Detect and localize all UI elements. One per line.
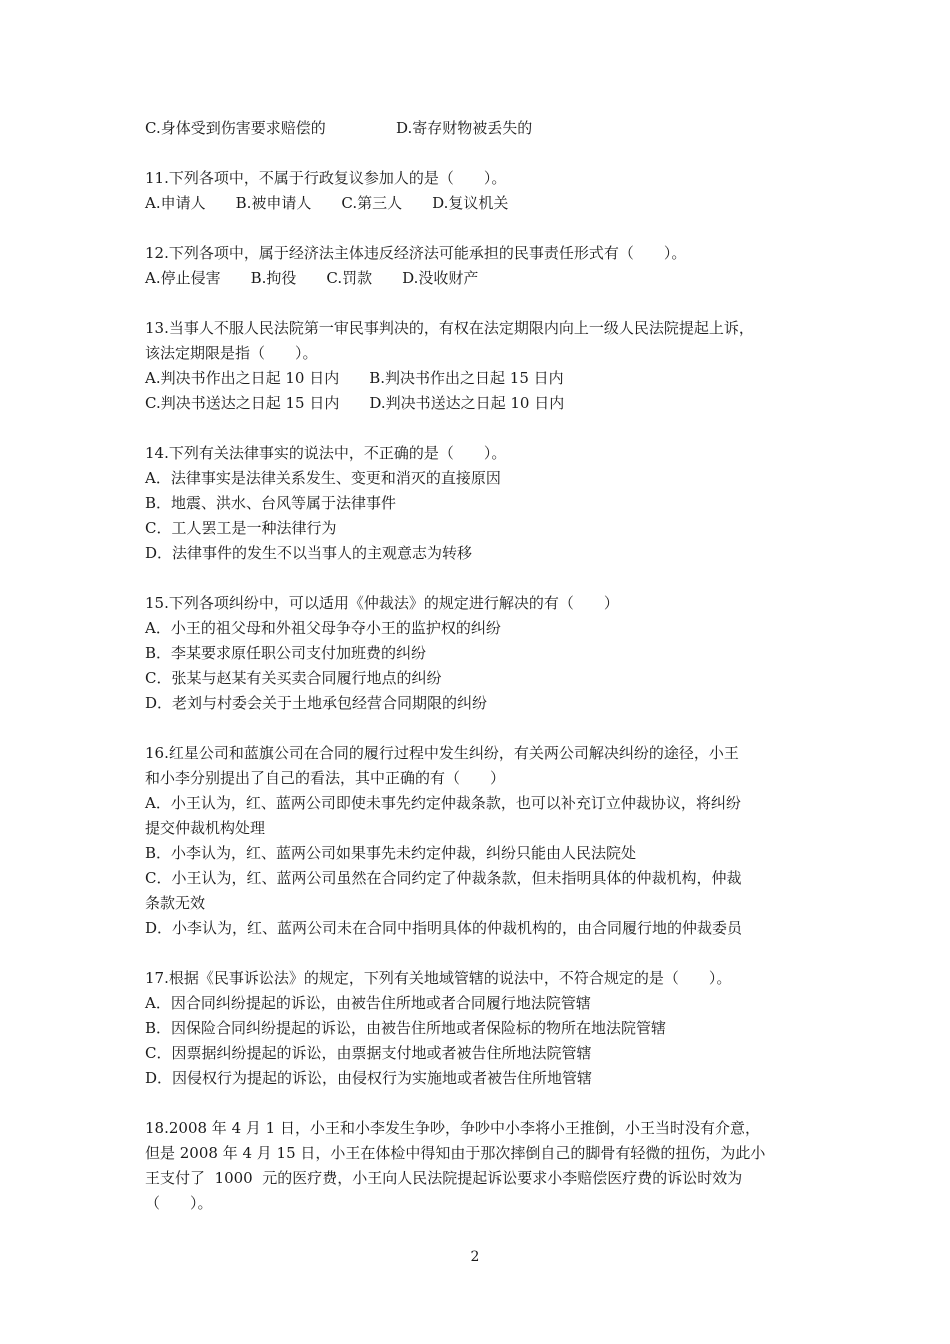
q16-option-a-line2: 提交仲裁机构处理 — [145, 819, 266, 837]
q15-option-c: C．张某与赵某有关买卖合同履行地点的纠纷 — [145, 669, 442, 687]
q16-stem-line1: 16.红星公司和蓝旗公司在合同的履行过程中发生纠纷，有关两公司解决纠纷的途径，小王 — [145, 744, 739, 762]
q18-line4: （ ）。 — [145, 1194, 213, 1212]
q17-option-b: B．因保险合同纠纷提起的诉讼，由被告住所地或者保险标的物所在地法院管辖 — [145, 1019, 667, 1037]
q15-stem: 15.下列各项纠纷中，可以适用《仲裁法》的规定进行解决的有（ ） — [145, 594, 619, 612]
q15-option-a: A．小王的祖父母和外祖父母争夺小王的监护权的纠纷 — [145, 619, 501, 637]
q16-option-b: B．小李认为，红、蓝两公司如果事先未约定仲裁，纠纷只能由人民法院处 — [145, 844, 637, 862]
q14-stem: 14.下列有关法律事实的说法中，不正确的是（ ）。 — [145, 444, 507, 462]
q13-options-cd: C.判决书送达之日起 15 日内 D.判决书送达之日起 10 日内 — [145, 394, 565, 412]
q16-option-d: D．小李认为，红、蓝两公司未在合同中指明具体的仲裁机构的，由合同履行地的仲裁委员 — [145, 919, 743, 937]
q15-option-b: B．李某要求原任职公司支付加班费的纠纷 — [145, 644, 427, 662]
q18-line3: 王支付了 1000 元的医疗费，小王向人民法院提起诉讼要求小李赔偿医疗费的诉讼时效为 — [145, 1169, 743, 1187]
q16-stem-line2: 和小李分别提出了自己的看法，其中正确的有（ ） — [145, 769, 506, 787]
q16-option-c-line1: C．小王认为，红、蓝两公司虽然在合同约定了仲裁条款，但未指明具体的仲裁机构，仲裁 — [145, 869, 742, 887]
q12-options: A.停止侵害 B.拘役 C.罚款 D.没收财产 — [145, 269, 479, 287]
q17-option-c: C．因票据纠纷提起的诉讼，由票据支付地或者被告住所地法院管辖 — [145, 1044, 592, 1062]
q14-option-b: B．地震、洪水、台风等属于法律事件 — [145, 494, 397, 512]
q17-option-a: A．因合同纠纷提起的诉讼，由被告住所地或者合同履行地法院管辖 — [145, 994, 591, 1012]
q15-option-d: D．老刘与村委会关于土地承包经营合同期限的纠纷 — [145, 694, 488, 712]
q14-option-a: A．法律事实是法律关系发生、变更和消灭的直接原因 — [145, 469, 501, 487]
q10-option-c: C.身体受到伤害要求赔偿的 — [145, 119, 326, 137]
q18-line2: 但是 2008 年 4 月 15 日，小王在体检中得知由于那次摔倒自己的脚骨有轻微的扭伤，为此小 — [145, 1144, 766, 1162]
q13-stem-line2: 该法定期限是指（ ）。 — [145, 344, 318, 362]
q17-stem: 17.根据《民事诉讼法》的规定，下列有关地域管辖的说法中，不符合规定的是（ ）。 — [145, 969, 732, 987]
q16-option-a-line1: A．小王认为，红、蓝两公司即使未事先约定仲裁条款，也可以补充订立仲裁协议，将纠纷 — [145, 794, 741, 812]
q17-option-d: D．因侵权行为提起的诉讼，由侵权行为实施地或者被告住所地管辖 — [145, 1069, 593, 1087]
q12-stem: 12.下列各项中，属于经济法主体违反经济法可能承担的民事责任形式有（ ）。 — [145, 244, 687, 262]
q14-option-d: D．法律事件的发生不以当事人的主观意志为转移 — [145, 544, 473, 562]
q11-options: A.申请人 B.被申请人 C.第三人 D.复议机关 — [145, 194, 509, 212]
q14-option-c: C．工人罢工是一种法律行为 — [145, 519, 337, 537]
page-number: 2 — [470, 1249, 480, 1265]
q13-stem-line1: 13.当事人不服人民法院第一审民事判决的，有权在法定期限内向上一级人民法院提起上诉， — [145, 319, 754, 337]
q10-option-d: D.寄存财物被丢失的 — [396, 119, 533, 137]
q13-options-ab: A.判决书作出之日起 10 日内 B.判决书作出之日起 15 日内 — [145, 369, 564, 387]
q16-option-c-line2: 条款无效 — [145, 894, 206, 912]
q18-line1: 18.2008 年 4 月 1 日，小王和小李发生争吵，争吵中小李将小王推倒，小王当时没有介意， — [145, 1119, 760, 1137]
q11-stem: 11.下列各项中，不属于行政复议参加人的是（ ）。 — [145, 169, 507, 187]
